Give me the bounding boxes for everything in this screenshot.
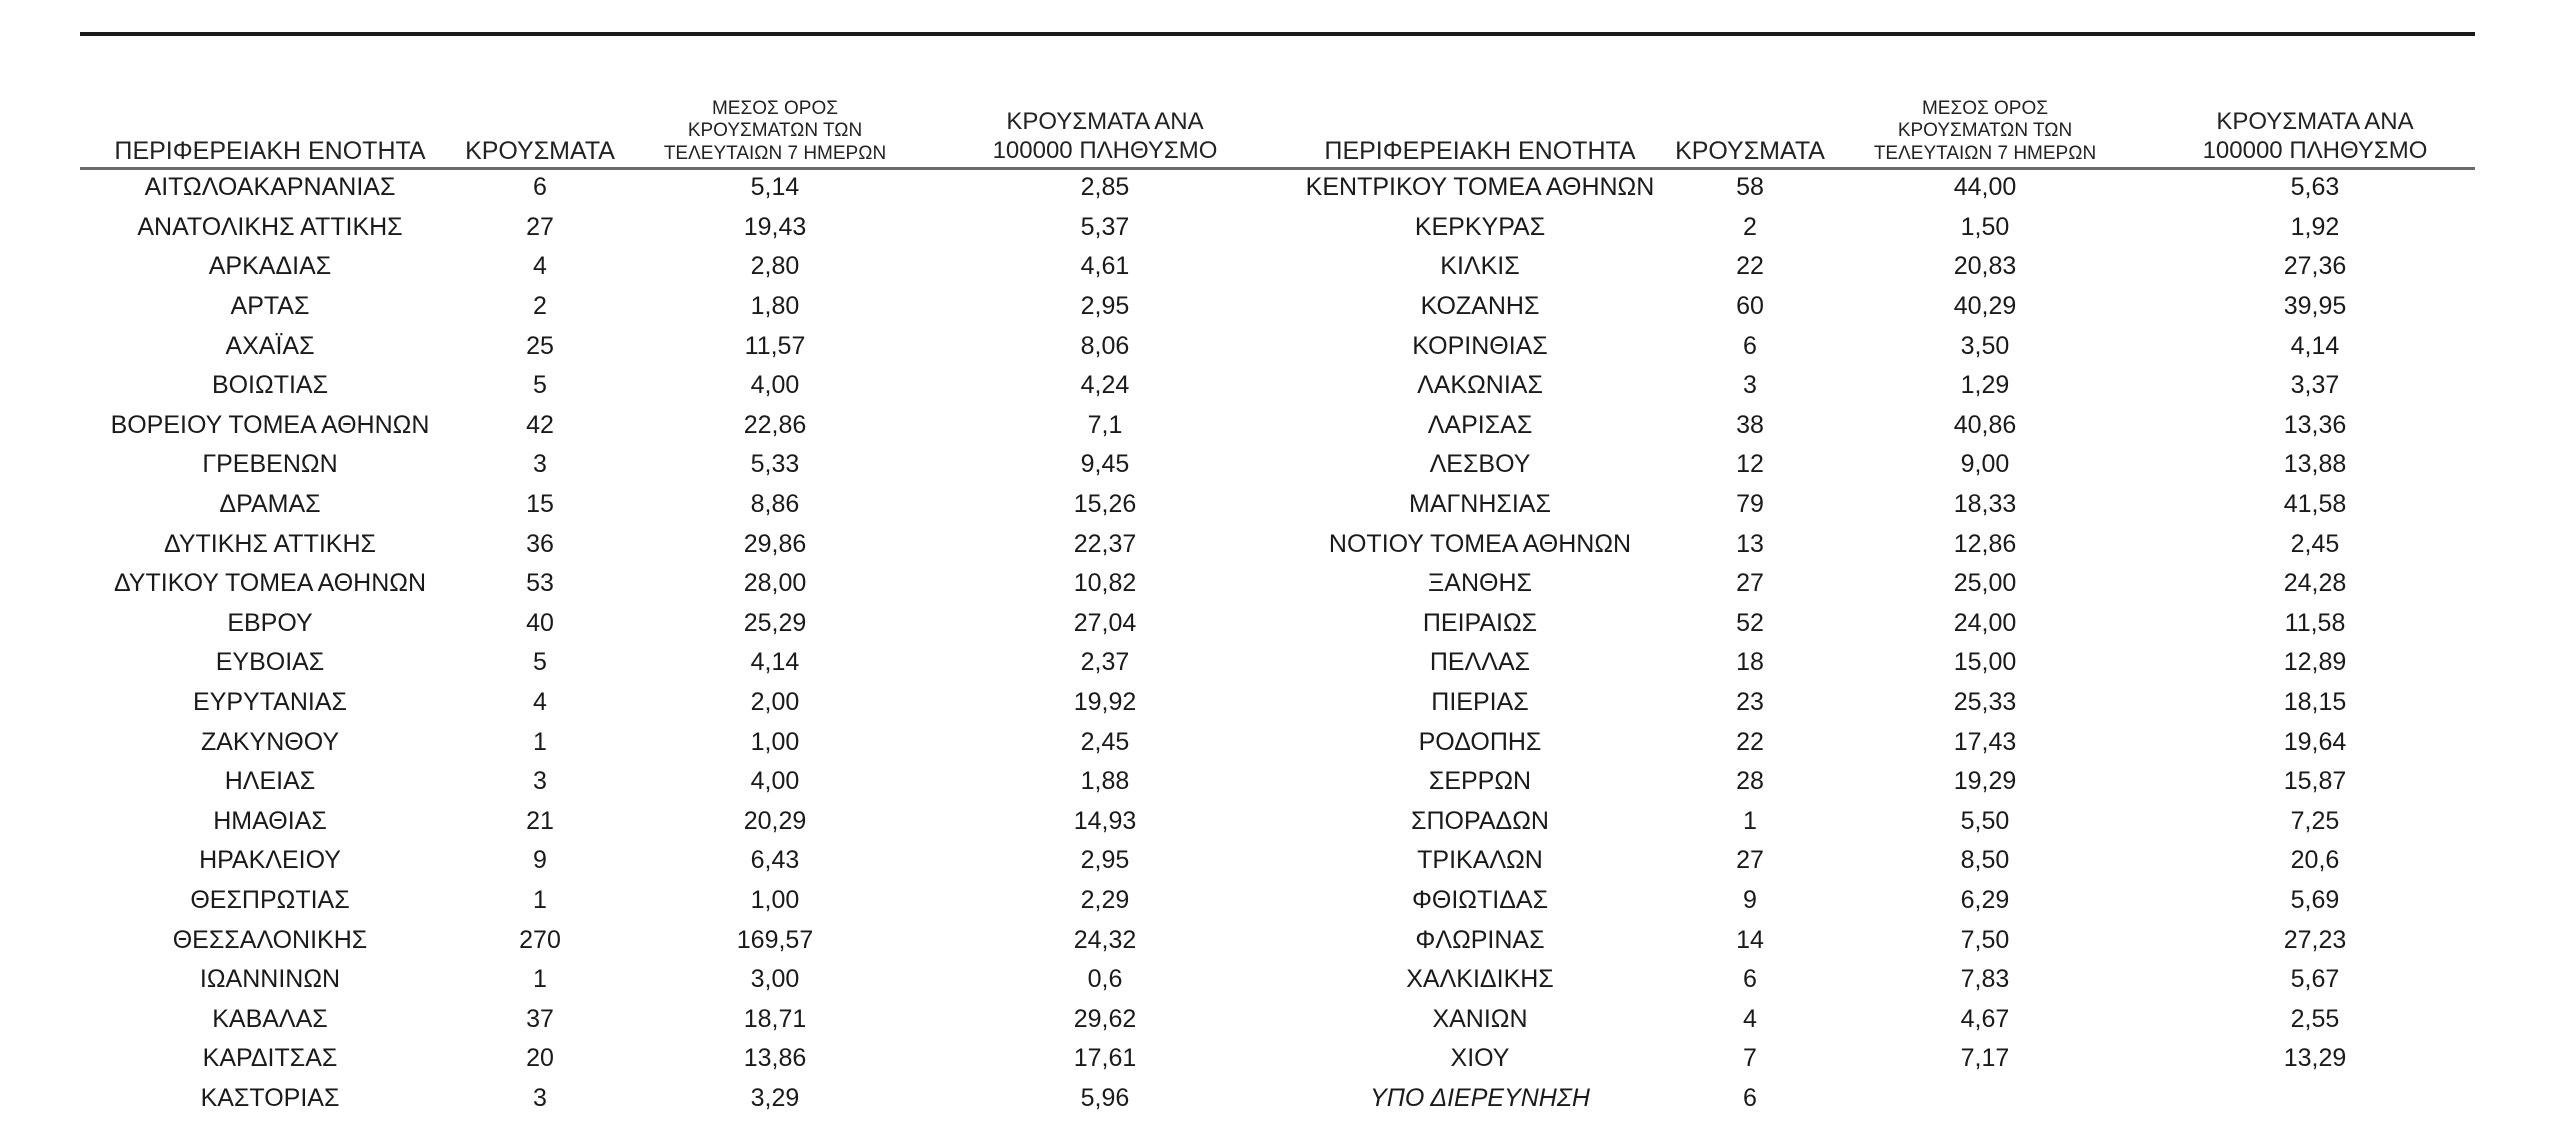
header-average-line2: ΚΡΟΥΣΜΑΤΩΝ ΤΩΝ <box>1897 120 2073 142</box>
cell-average: 169,57 <box>736 925 814 954</box>
cell-average: 40,29 <box>1953 292 2017 321</box>
cases-table-right <box>1290 68 2490 1118</box>
cell-cases: 60 <box>1736 292 1764 321</box>
cell-per-100k: 19,64 <box>2283 727 2347 756</box>
table-row <box>80 604 1280 644</box>
cell-region: ΘΕΣΣΑΛΟΝΙΚΗΣ <box>172 925 368 954</box>
cell-per-100k: 17,61 <box>1073 1044 1137 1073</box>
cell-per-100k: 7,25 <box>2290 806 2340 835</box>
cell-average: 4,00 <box>750 371 800 400</box>
header-region: ΠΕΡΙΦΕΡΕΙΑΚΗ ΕΝΟΤΗΤΑ <box>1324 137 1636 165</box>
table-row <box>80 366 1280 406</box>
cell-average: 3,29 <box>750 1083 800 1112</box>
cell-cases: 23 <box>1736 688 1764 717</box>
cell-per-100k: 2,95 <box>1080 292 1130 321</box>
cell-average: 25,33 <box>1953 688 2017 717</box>
cell-region: ΗΜΑΘΙΑΣ <box>213 806 327 835</box>
cell-region: ΧΑΝΙΩΝ <box>1432 1004 1528 1033</box>
cell-cases: 1 <box>533 727 547 756</box>
table-row <box>1290 920 2490 960</box>
cell-per-100k: 2,45 <box>1080 727 1130 756</box>
cell-per-100k: 0,6 <box>1087 965 1123 994</box>
table-row <box>80 920 1280 960</box>
cell-average: 12,86 <box>1953 529 2017 558</box>
cell-average: 25,00 <box>1953 569 2017 598</box>
cell-average: 15,00 <box>1953 648 2017 677</box>
cell-average: 3,00 <box>750 965 800 994</box>
cell-region: ΦΘΙΩΤΙΔΑΣ <box>1411 885 1549 914</box>
cell-region: ΑΙΤΩΛΟΑΚΑΡΝΑΝΙΑΣ <box>144 173 396 202</box>
cell-region: ΛΕΣΒΟΥ <box>1429 450 1531 479</box>
cell-region: ΕΥΒΟΙΑΣ <box>215 648 325 677</box>
cell-cases: 15 <box>526 490 554 519</box>
cell-cases: 21 <box>526 806 554 835</box>
table-row <box>80 643 1280 683</box>
cell-region: ΚΑΒΑΛΑΣ <box>212 1004 328 1033</box>
cell-average: 6,43 <box>750 846 800 875</box>
cell-cases: 18 <box>1736 648 1764 677</box>
cell-per-100k: 11,58 <box>2284 608 2346 637</box>
cell-per-100k: 5,37 <box>1080 212 1130 241</box>
cell-per-100k: 39,95 <box>2283 292 2347 321</box>
header-per-100k-line1: ΚΡΟΥΣΜΑΤΑ ΑΝΑ <box>2216 108 2414 136</box>
table-row <box>1290 485 2490 525</box>
cell-per-100k: 20,6 <box>2290 846 2340 875</box>
cell-per-100k: 1,88 <box>1080 767 1130 796</box>
table-row <box>80 802 1280 842</box>
cell-cases: 27 <box>526 212 554 241</box>
cell-region: ΑΡΤΑΣ <box>230 292 310 321</box>
table-row <box>80 406 1280 446</box>
table-row <box>1290 524 2490 564</box>
table-row <box>1290 366 2490 406</box>
cell-per-100k: 10,82 <box>1073 569 1137 598</box>
cell-cases: 27 <box>1736 846 1764 875</box>
table-row <box>1290 406 2490 446</box>
cell-region: ΒΟΡΕΙΟΥ ΤΟΜΕΑ ΑΘΗΝΩΝ <box>110 410 430 439</box>
table-row <box>1290 287 2490 327</box>
cell-average: 1,29 <box>1960 371 2010 400</box>
cell-region: ΣΕΡΡΩΝ <box>1428 767 1532 796</box>
cell-average: 3,50 <box>1960 331 2010 360</box>
table-row <box>80 881 1280 921</box>
cell-region: ΛΑΡΙΣΑΣ <box>1427 410 1533 439</box>
cell-region: ΧΙΟΥ <box>1450 1044 1510 1073</box>
table-row <box>1290 604 2490 644</box>
table-row <box>80 326 1280 366</box>
cell-cases: 9 <box>533 846 547 875</box>
table-row <box>80 485 1280 525</box>
cell-cases: 1 <box>533 885 547 914</box>
cell-average: 18,33 <box>1953 490 2017 519</box>
cell-average: 5,14 <box>750 173 800 202</box>
cell-average: 24,00 <box>1953 608 2017 637</box>
cell-per-100k: 29,62 <box>1073 1004 1137 1033</box>
cell-per-100k: 27,04 <box>1073 608 1137 637</box>
cell-cases: 25 <box>526 331 554 360</box>
cell-per-100k: 27,23 <box>2283 925 2347 954</box>
cell-region: ΒΟΙΩΤΙΑΣ <box>211 371 329 400</box>
header-cases: ΚΡΟΥΣΜΑΤΑ <box>1675 137 1825 165</box>
table-row <box>1290 960 2490 1000</box>
cell-average: 5,33 <box>750 450 800 479</box>
cell-cases: 3 <box>533 767 547 796</box>
header-average-line3: ΤΕΛΕΥΤΑΙΩΝ 7 ΗΜΕΡΩΝ <box>1873 143 2097 165</box>
cell-region: ΑΝΑΤΟΛΙΚΗΣ ΑΤΤΙΚΗΣ <box>137 212 403 241</box>
cell-region: ΧΑΛΚΙΔΙΚΗΣ <box>1406 965 1554 994</box>
cell-cases: 3 <box>1743 371 1757 400</box>
cell-cases: 52 <box>1736 608 1764 637</box>
cell-cases: 42 <box>526 410 554 439</box>
table-row <box>80 168 1280 208</box>
cell-per-100k: 13,88 <box>2283 450 2347 479</box>
cell-cases: 7 <box>1743 1044 1757 1073</box>
table-row <box>80 564 1280 604</box>
cell-average: 4,00 <box>750 767 800 796</box>
cell-per-100k: 2,45 <box>2290 529 2340 558</box>
cell-region: ΚΟΡΙΝΘΙΑΣ <box>1412 331 1548 360</box>
table-row <box>80 1039 1280 1079</box>
cell-cases: 2 <box>533 292 547 321</box>
cell-cases: 58 <box>1736 173 1764 202</box>
cell-cases: 4 <box>533 688 547 717</box>
cell-per-100k: 5,69 <box>2290 885 2340 914</box>
table-row <box>1290 208 2490 248</box>
cell-region: ΚΕΡΚΥΡΑΣ <box>1414 212 1546 241</box>
cell-average: 4,67 <box>1960 1004 2010 1033</box>
table-row <box>80 841 1280 881</box>
cell-region: ΤΡΙΚΑΛΩΝ <box>1417 846 1543 875</box>
cell-region: ΖΑΚΥΝΘΟΥ <box>200 727 340 756</box>
cell-average: 40,86 <box>1953 410 2017 439</box>
cell-per-100k: 1,92 <box>2290 212 2340 241</box>
cell-per-100k: 14,93 <box>1073 806 1137 835</box>
cell-per-100k: 2,29 <box>1080 885 1130 914</box>
cell-per-100k: 4,61 <box>1080 252 1130 281</box>
cell-per-100k <box>2140 1079 2490 1119</box>
cell-average: 13,86 <box>743 1044 807 1073</box>
cell-average: 19,43 <box>743 212 807 241</box>
cell-average: 6,29 <box>1960 885 2010 914</box>
cell-per-100k: 8,06 <box>1080 331 1130 360</box>
cell-region: ΚΟΖΑΝΗΣ <box>1420 292 1540 321</box>
cell-region: ΛΑΚΩΝΙΑΣ <box>1417 371 1543 400</box>
table-row <box>1290 802 2490 842</box>
cell-average: 22,86 <box>743 410 807 439</box>
cell-region: ΜΑΓΝΗΣΙΑΣ <box>1409 490 1551 519</box>
cell-per-100k: 9,45 <box>1080 450 1130 479</box>
cell-per-100k: 24,28 <box>2283 569 2347 598</box>
table-row <box>80 960 1280 1000</box>
cell-region: ΞΑΝΘΗΣ <box>1428 569 1532 598</box>
table-row <box>1290 762 2490 802</box>
cell-region: ΙΩΑΝΝΙΝΩΝ <box>199 965 341 994</box>
cell-average: 11,57 <box>744 331 806 360</box>
cell-per-100k: 19,92 <box>1073 688 1137 717</box>
header-region: ΠΕΡΙΦΕΡΕΙΑΚΗ ΕΝΟΤΗΤΑ <box>114 137 426 165</box>
table-row <box>80 445 1280 485</box>
cell-cases: 270 <box>519 925 561 954</box>
table-row <box>1290 881 2490 921</box>
cell-region: ΚΑΣΤΟΡΙΑΣ <box>200 1083 340 1112</box>
cell-cases: 9 <box>1743 885 1757 914</box>
table-row <box>80 1079 1280 1119</box>
cell-region: ΕΥΡΥΤΑΝΙΑΣ <box>193 688 347 717</box>
cell-cases: 36 <box>526 529 554 558</box>
header-average-line2: ΚΡΟΥΣΜΑΤΩΝ ΤΩΝ <box>687 120 863 142</box>
cell-average: 1,50 <box>1960 212 2010 241</box>
cell-cases: 13 <box>1736 529 1764 558</box>
header-per-100k-line2: 100000 ΠΛΗΘΥΣΜΟ <box>2202 137 2428 165</box>
cell-region: ΚΕΝΤΡΙΚΟΥ ΤΟΜΕΑ ΑΘΗΝΩΝ <box>1305 173 1655 202</box>
header-average <box>1830 68 2140 168</box>
cell-average: 4,14 <box>750 648 800 677</box>
cell-cases: 6 <box>533 173 547 202</box>
cell-region: ΠΕΛΛΑΣ <box>1429 648 1531 677</box>
cell-per-100k: 2,55 <box>2290 1004 2340 1033</box>
cell-per-100k: 27,36 <box>2283 252 2347 281</box>
cell-region: ΓΡΕΒΕΝΩΝ <box>202 450 338 479</box>
header-average-line3: ΤΕΛΕΥΤΑΙΩΝ 7 ΗΜΕΡΩΝ <box>663 143 887 165</box>
table-row <box>80 683 1280 723</box>
cell-region: ΕΒΡΟΥ <box>227 608 313 637</box>
cell-average: 20,29 <box>743 806 807 835</box>
header-average-line1: ΜΕΣΟΣ ΟΡΟΣ <box>711 97 839 119</box>
cell-cases: 6 <box>1743 1083 1757 1112</box>
cell-average: 44,00 <box>1953 173 2017 202</box>
cell-average: 19,29 <box>1953 767 2017 796</box>
cell-per-100k: 18,15 <box>2283 688 2347 717</box>
cell-per-100k: 13,36 <box>2283 410 2347 439</box>
cell-per-100k: 24,32 <box>1073 925 1137 954</box>
cell-region: ΗΡΑΚΛΕΙΟΥ <box>199 846 341 875</box>
cell-average: 18,71 <box>743 1004 807 1033</box>
cell-region: ΣΠΟΡΑΔΩΝ <box>1411 806 1549 835</box>
cell-cases: 12 <box>1736 450 1764 479</box>
cell-region: ΥΠΟ ΔΙΕΡΕΥΝΗΣΗ <box>1370 1083 1590 1112</box>
cell-cases: 22 <box>1736 252 1764 281</box>
cell-per-100k: 12,89 <box>2283 648 2347 677</box>
cell-cases: 14 <box>1736 925 1764 954</box>
cell-per-100k: 22,37 <box>1073 529 1137 558</box>
cell-region: ΔΡΑΜΑΣ <box>219 490 321 519</box>
cell-average: 5,50 <box>1960 806 2010 835</box>
cell-cases: 5 <box>533 648 547 677</box>
cell-cases: 22 <box>1736 727 1764 756</box>
cell-cases: 2 <box>1743 212 1757 241</box>
cell-average: 20,83 <box>1953 252 2017 281</box>
cell-per-100k: 7,1 <box>1087 410 1123 439</box>
header-per-100k <box>2140 68 2490 168</box>
cell-average: 28,00 <box>743 569 807 598</box>
cases-table-left <box>80 68 1280 1118</box>
table-row <box>1290 247 2490 287</box>
header-per-100k-line1: ΚΡΟΥΣΜΑΤΑ ΑΝΑ <box>1006 108 1204 136</box>
cell-average: 29,86 <box>743 529 807 558</box>
cell-per-100k: 2,37 <box>1080 648 1130 677</box>
cell-cases: 37 <box>526 1004 554 1033</box>
cell-region: ΠΙΕΡΙΑΣ <box>1431 688 1529 717</box>
cell-cases: 4 <box>1743 1004 1757 1033</box>
cell-cases: 1 <box>533 965 547 994</box>
cell-cases: 1 <box>1743 806 1757 835</box>
cell-average: 8,50 <box>1960 846 2010 875</box>
cell-cases: 20 <box>526 1044 554 1073</box>
table-row <box>80 762 1280 802</box>
cell-region: ΚΙΛΚΙΣ <box>1440 252 1520 281</box>
cell-cases: 6 <box>1743 965 1757 994</box>
table-row <box>1290 1079 2490 1119</box>
cell-region: ΑΧΑΪΑΣ <box>225 331 315 360</box>
cell-average: 1,80 <box>750 292 800 321</box>
header-per-100k-line2: 100000 ΠΛΗΘΥΣΜΟ <box>992 137 1218 165</box>
cell-region: ΠΕΙΡΑΙΩΣ <box>1422 608 1538 637</box>
table-row <box>80 287 1280 327</box>
cell-per-100k: 4,14 <box>2290 331 2340 360</box>
cell-average: 17,43 <box>1953 727 2017 756</box>
cell-average: 1,00 <box>750 885 800 914</box>
header-per-100k <box>930 68 1280 168</box>
cell-average: 25,29 <box>743 608 807 637</box>
header-average-line1: ΜΕΣΟΣ ΟΡΟΣ <box>1921 97 2049 119</box>
cell-cases: 3 <box>533 1083 547 1112</box>
table-row <box>1290 445 2490 485</box>
header-rule <box>80 167 2475 170</box>
cell-per-100k: 15,87 <box>2283 767 2347 796</box>
header-average <box>620 68 930 168</box>
cell-per-100k: 41,58 <box>2283 490 2347 519</box>
top-rule <box>80 32 2475 36</box>
table-row <box>1290 683 2490 723</box>
cell-per-100k: 5,67 <box>2290 965 2340 994</box>
table-row <box>80 208 1280 248</box>
table-row <box>1290 326 2490 366</box>
cell-cases: 38 <box>1736 410 1764 439</box>
cell-average: 9,00 <box>1960 450 2010 479</box>
cell-cases: 40 <box>526 608 554 637</box>
cell-region: ΔΥΤΙΚΗΣ ΑΤΤΙΚΗΣ <box>164 529 376 558</box>
cell-cases: 53 <box>526 569 554 598</box>
table-row <box>1290 168 2490 208</box>
cell-region: ΦΛΩΡΙΝΑΣ <box>1415 925 1545 954</box>
cell-average: 2,80 <box>750 252 800 281</box>
cell-per-100k: 15,26 <box>1073 490 1137 519</box>
table-header-row <box>1290 68 2490 168</box>
cell-region: ΚΑΡΔΙΤΣΑΣ <box>202 1044 338 1073</box>
cell-average: 7,17 <box>1960 1044 2010 1073</box>
table-row <box>80 999 1280 1039</box>
cell-cases: 27 <box>1736 569 1764 598</box>
table-row <box>80 524 1280 564</box>
cell-per-100k: 2,95 <box>1080 846 1130 875</box>
cell-cases: 6 <box>1743 331 1757 360</box>
cell-region: ΔΥΤΙΚΟΥ ΤΟΜΕΑ ΑΘΗΝΩΝ <box>113 569 427 598</box>
cell-average: 8,86 <box>750 490 800 519</box>
cell-per-100k: 13,29 <box>2283 1044 2347 1073</box>
table-left <box>80 68 1280 1118</box>
cell-region: ΑΡΚΑΔΙΑΣ <box>208 252 332 281</box>
cell-per-100k: 2,85 <box>1080 173 1130 202</box>
table-row <box>80 722 1280 762</box>
cell-region: ΡΟΔΟΠΗΣ <box>1418 727 1542 756</box>
table-row <box>80 247 1280 287</box>
cell-average: 2,00 <box>750 688 800 717</box>
table-row <box>1290 722 2490 762</box>
cell-average: 1,00 <box>750 727 800 756</box>
cell-average <box>1830 1079 2140 1119</box>
cell-cases: 28 <box>1736 767 1764 796</box>
cell-average: 7,50 <box>1960 925 2010 954</box>
cell-region: ΘΕΣΠΡΩΤΙΑΣ <box>190 885 350 914</box>
cell-cases: 79 <box>1736 490 1764 519</box>
cell-cases: 3 <box>533 450 547 479</box>
table-header-row <box>80 68 1280 168</box>
cell-region: ΗΛΕΙΑΣ <box>224 767 316 796</box>
cell-region: ΝΟΤΙΟΥ ΤΟΜΕΑ ΑΘΗΝΩΝ <box>1328 529 1632 558</box>
header-cases: ΚΡΟΥΣΜΑΤΑ <box>465 137 615 165</box>
cell-per-100k: 5,96 <box>1080 1083 1130 1112</box>
cell-average: 7,83 <box>1960 965 2010 994</box>
table-row <box>1290 1039 2490 1079</box>
cell-per-100k: 3,37 <box>2290 371 2340 400</box>
table-row <box>1290 999 2490 1039</box>
cell-per-100k: 4,24 <box>1080 371 1130 400</box>
cell-per-100k: 5,63 <box>2290 173 2340 202</box>
cell-cases: 4 <box>533 252 547 281</box>
table-row <box>1290 841 2490 881</box>
table-right <box>1290 68 2490 1118</box>
cell-cases: 5 <box>533 371 547 400</box>
table-row <box>1290 564 2490 604</box>
table-row <box>1290 643 2490 683</box>
